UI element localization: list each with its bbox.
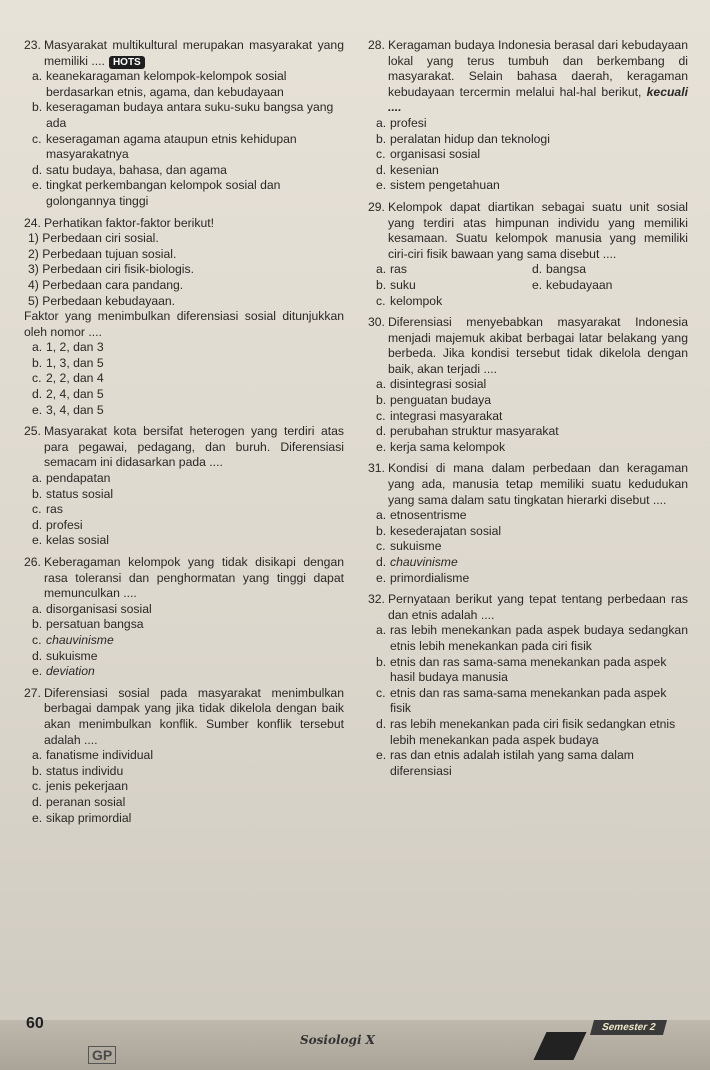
option-b[interactable]: [376, 278, 532, 294]
question-number: 32.: [368, 592, 385, 607]
option-d[interactable]: [32, 518, 344, 534]
option-letter: c.: [32, 371, 42, 386]
option-letter: a.: [376, 262, 387, 277]
option-text: kelas sosial: [46, 533, 109, 548]
option-letter: e.: [376, 570, 387, 585]
option-text: keseragaman budaya antara suku-suku bangsa yang ada: [46, 100, 334, 130]
option-text: ras lebih menekankan pada aspek budaya sedangkan etnis lebih menekankan pada ciri fisik: [390, 623, 688, 653]
option-text: 2, 2, dan 4: [46, 371, 104, 386]
option-letter: e.: [376, 178, 387, 193]
question-24: [24, 216, 344, 419]
question-text-emphasis: kecuali ....: [388, 84, 688, 115]
question-number: 24.: [24, 215, 41, 230]
question-number: 31.: [368, 461, 385, 476]
option-text: tingkat perkembangan kelompok sosial dan golongannya tinggi: [46, 178, 281, 208]
option-b[interactable]: [32, 764, 344, 780]
option-text: deviation: [46, 664, 95, 679]
option-b[interactable]: [376, 132, 688, 148]
option-text: status individu: [46, 763, 124, 778]
option-c[interactable]: [32, 502, 344, 518]
option-letter: d.: [532, 262, 543, 277]
question-23: [24, 38, 344, 210]
option-a[interactable]: [376, 262, 532, 278]
question-31: [368, 461, 688, 586]
option-b[interactable]: [32, 487, 344, 503]
option-text: sukuisme: [390, 539, 442, 554]
factor-list: [28, 231, 344, 309]
option-c[interactable]: [32, 779, 344, 795]
semester-label: Semester 2: [590, 1020, 667, 1035]
option-text: sikap primordial: [46, 810, 132, 825]
hots-badge: HOTS: [109, 56, 145, 69]
question-number: 30.: [368, 315, 385, 330]
right-column: [368, 38, 688, 785]
option-letter: b.: [32, 617, 43, 632]
list-item: 1) Perbedaan ciri sosial.: [28, 231, 159, 246]
list-item: 2) Perbedaan tujuan sosial.: [28, 246, 177, 261]
option-letter: a.: [32, 748, 43, 763]
option-c[interactable]: [32, 633, 344, 649]
option-letter: e.: [532, 277, 543, 292]
option-text: satu budaya, bahasa, dan agama: [46, 162, 227, 177]
question-29: [368, 200, 688, 309]
option-e[interactable]: [376, 748, 688, 779]
option-letter: a.: [376, 623, 387, 638]
option-d[interactable]: [32, 387, 344, 403]
question-number: 29.: [368, 199, 385, 214]
question-text: Perhatikan faktor-faktor berikut!: [44, 215, 215, 230]
option-c[interactable]: [376, 686, 688, 717]
option-text: kelompok: [390, 293, 443, 308]
list-item: 3) Perbedaan ciri fisik-biologis.: [28, 262, 194, 277]
question-number: 27.: [24, 685, 41, 700]
option-text: 1, 3, dan 5: [46, 355, 104, 370]
question-26: [24, 555, 344, 680]
option-c[interactable]: [376, 294, 532, 310]
option-e[interactable]: [32, 403, 344, 419]
option-letter: b.: [376, 277, 387, 292]
option-letter: e.: [376, 439, 387, 454]
option-b[interactable]: [376, 393, 688, 409]
option-text: perubahan struktur masyarakat: [390, 424, 559, 439]
question-28: [368, 38, 688, 194]
option-e[interactable]: [376, 571, 688, 587]
option-d[interactable]: [532, 262, 688, 278]
option-e[interactable]: [32, 178, 344, 209]
option-text: 1, 2, dan 3: [46, 340, 104, 355]
option-c[interactable]: [376, 409, 688, 425]
option-text: integrasi masyarakat: [390, 408, 503, 423]
option-letter: c.: [376, 408, 386, 423]
option-text: kebudayaan: [546, 277, 613, 292]
option-b[interactable]: [32, 356, 344, 372]
option-text: sistem pengetahuan: [390, 178, 500, 193]
option-letter: a.: [376, 115, 387, 130]
option-letter: d.: [32, 162, 43, 177]
publisher-logo: GP: [88, 1046, 116, 1064]
question-prompt: Faktor yang menimbulkan diferensiasi sosial ditunjukkan oleh nomor ....: [24, 309, 344, 339]
option-d[interactable]: [32, 795, 344, 811]
option-letter: b.: [376, 523, 387, 538]
left-column: [24, 38, 344, 832]
option-letter: e.: [32, 402, 43, 417]
option-text: chauvinisme: [390, 555, 458, 569]
option-letter: b.: [32, 763, 43, 778]
option-text: bangsa: [546, 262, 586, 277]
option-letter: a.: [376, 377, 387, 392]
option-c[interactable]: [376, 539, 688, 555]
option-letter: d.: [376, 162, 387, 177]
option-a[interactable]: [32, 69, 344, 100]
option-b[interactable]: [376, 524, 688, 540]
option-text: persatuan bangsa: [46, 617, 144, 632]
question-text-main: Masyarakat multikultural merupakan masyarakat yang memiliki ....: [44, 38, 344, 68]
option-c[interactable]: [32, 371, 344, 387]
option-text: ras: [46, 502, 63, 517]
question-30: [368, 315, 688, 455]
option-letter: d.: [32, 794, 43, 809]
option-text: pendapatan: [46, 471, 111, 486]
option-b[interactable]: [32, 617, 344, 633]
option-text: 3, 4, dan 5: [46, 402, 104, 417]
option-text: organisasi sosial: [390, 147, 481, 162]
option-b[interactable]: [376, 655, 688, 686]
question-25: [24, 424, 344, 549]
question-text: Masyarakat kota bersifat heterogen yang terdiri atas para pegawai, pedagang, dan buruh. Diferensiasi semacam ini didasarkan pada ....: [44, 424, 344, 470]
option-letter: c.: [376, 539, 386, 554]
option-text: jenis pekerjaan: [46, 779, 128, 794]
option-text: kesenian: [390, 162, 439, 177]
option-letter: b.: [376, 131, 387, 146]
option-letter: e.: [376, 748, 387, 763]
option-c[interactable]: [32, 132, 344, 163]
option-text: ras lebih menekankan pada ciri fisik sedangkan etnis lebih menekankan pada aspek budaya: [390, 716, 676, 747]
page-number: 60: [26, 1015, 44, 1032]
option-letter: d.: [32, 648, 43, 663]
option-d[interactable]: [376, 555, 688, 571]
option-e[interactable]: [532, 278, 688, 294]
option-text: keanekaragaman kelompok-kelompok sosial berdasarkan etnis, agama, dan kebudayaan: [46, 69, 287, 99]
option-letter: c.: [32, 632, 42, 647]
option-d[interactable]: [32, 649, 344, 665]
option-a[interactable]: [32, 602, 344, 618]
question-number: 23.: [24, 38, 41, 52]
option-letter: d.: [376, 555, 387, 569]
option-letter: c.: [376, 293, 386, 308]
option-b[interactable]: [32, 100, 344, 131]
option-letter: d.: [376, 424, 387, 439]
option-a[interactable]: [32, 471, 344, 487]
option-a[interactable]: [376, 623, 688, 654]
option-d[interactable]: [376, 163, 688, 179]
option-a[interactable]: [32, 748, 344, 764]
option-letter: b.: [32, 486, 43, 501]
question-text: [44, 38, 344, 69]
option-text: keseragaman agama ataupun etnis kehidupan masyarakatnya: [46, 131, 297, 162]
question-text: Keberagaman kelompok yang tidak disikapi dengan rasa toleransi dan penghormatan yang tinggi dapat memunculkan ....: [44, 555, 344, 601]
option-text: ras dan etnis adalah istilah yang sama dalam diferensiasi: [390, 748, 634, 778]
option-text: peranan sosial: [46, 794, 126, 809]
option-letter: a.: [32, 340, 43, 355]
option-text: penguatan budaya: [390, 393, 491, 408]
option-letter: b.: [376, 654, 387, 669]
option-text: etnosentrisme: [390, 508, 467, 523]
option-e[interactable]: [376, 178, 688, 194]
option-letter: d.: [32, 387, 43, 402]
option-text: kesederajatan sosial: [390, 523, 502, 538]
option-letter: b.: [32, 355, 43, 370]
question-number: 25.: [24, 424, 41, 439]
option-letter: a.: [32, 69, 43, 84]
option-letter: c.: [376, 685, 386, 700]
option-text: disintegrasi sosial: [390, 377, 487, 392]
option-text: etnis dan ras sama-sama menekankan pada aspek hasil budaya manusia: [390, 654, 667, 685]
option-text: ras: [390, 262, 407, 277]
option-letter: d.: [376, 716, 387, 731]
option-text: profesi: [46, 517, 83, 532]
option-a[interactable]: [376, 377, 688, 393]
option-letter: c.: [32, 131, 42, 146]
option-letter: b.: [32, 100, 43, 115]
option-text: disorganisasi sosial: [46, 601, 152, 616]
option-d[interactable]: [32, 163, 344, 179]
option-text: profesi: [390, 115, 427, 130]
option-e[interactable]: [32, 533, 344, 549]
option-letter: a.: [32, 471, 43, 486]
question-27: [24, 686, 344, 826]
option-text: 2, 4, dan 5: [46, 387, 104, 402]
question-text-main: Keragaman budaya Indonesia berasal dari kebudayaan lokal yang terus tumbuh dan berkembang di masyarakat. Selain bahasa daerah, keragaman kebudayaan tercermin melalui hal-hal berikut,: [388, 38, 688, 99]
option-letter: d.: [32, 517, 43, 532]
list-item: 5) Perbedaan kebudayaan.: [28, 293, 176, 308]
option-a[interactable]: [376, 116, 688, 132]
option-letter: c.: [32, 779, 42, 794]
option-text: sukuisme: [46, 648, 98, 663]
question-text: Kondisi di mana dalam perbedaan dan keragaman yang ada, manusia tetap memiliki suatu kedudukan yang sama dalam satu tingkatan hierarki disebut ....: [388, 461, 688, 507]
option-letter: c.: [32, 502, 42, 517]
option-e[interactable]: [32, 664, 344, 680]
option-text: kerja sama kelompok: [390, 439, 506, 454]
option-d[interactable]: [376, 717, 688, 748]
option-text: chauvinisme: [46, 632, 114, 647]
option-text: status sosial: [46, 486, 114, 501]
option-text: primordialisme: [390, 570, 470, 585]
option-text: peralatan hidup dan teknologi: [390, 131, 550, 146]
option-text: fanatisme individual: [46, 748, 154, 763]
option-text: suku: [390, 277, 416, 292]
option-text: etnis dan ras sama-sama menekankan pada aspek fisik: [390, 685, 667, 716]
option-letter: a.: [32, 601, 43, 616]
option-letter: c.: [376, 147, 386, 162]
question-32: [368, 592, 688, 779]
question-text: Diferensiasi sosial pada masyarakat menimbulkan berbagai dampak yang jika tidak dikelola dengan baik akan menimbulkan konflik. Sumber konflik tersebut adalah ....: [44, 685, 344, 747]
option-letter: b.: [376, 393, 387, 408]
question-text: [388, 38, 688, 116]
question-number: 26.: [24, 555, 41, 569]
option-letter: a.: [376, 508, 387, 523]
option-letter: e.: [32, 664, 43, 679]
subject-label: Sosiologi X: [300, 1033, 375, 1047]
option-letter: e.: [32, 810, 43, 825]
option-letter: e.: [32, 178, 43, 193]
option-c[interactable]: [376, 147, 688, 163]
option-letter: e.: [32, 533, 43, 548]
list-item: 4) Perbedaan cara pandang.: [28, 277, 184, 292]
option-e[interactable]: [32, 811, 344, 827]
option-a[interactable]: [376, 508, 688, 524]
question-text: Pernyataan berikut yang tepat tentang perbedaan ras dan etnis adalah ....: [388, 592, 688, 622]
question-number: 28.: [368, 38, 385, 52]
question-text: Kelompok dapat diartikan sebagai suatu unit sosial yang terdiri atas himpunan individu yang memiliki kesamaan. Suatu kelompok manusia yang memiliki ciri-ciri fisik bawaan yang sama disebut ....: [388, 199, 688, 261]
option-d[interactable]: [376, 424, 688, 440]
option-e[interactable]: [376, 440, 688, 456]
option-a[interactable]: [32, 340, 344, 356]
question-text: Diferensiasi menyebabkan masyarakat Indonesia menjadi majemuk akibat berbagai latar belakang yang berbeda. Jika kondisi tersebut tidak dikelola dengan baik, akan terjadi ....: [388, 315, 688, 376]
